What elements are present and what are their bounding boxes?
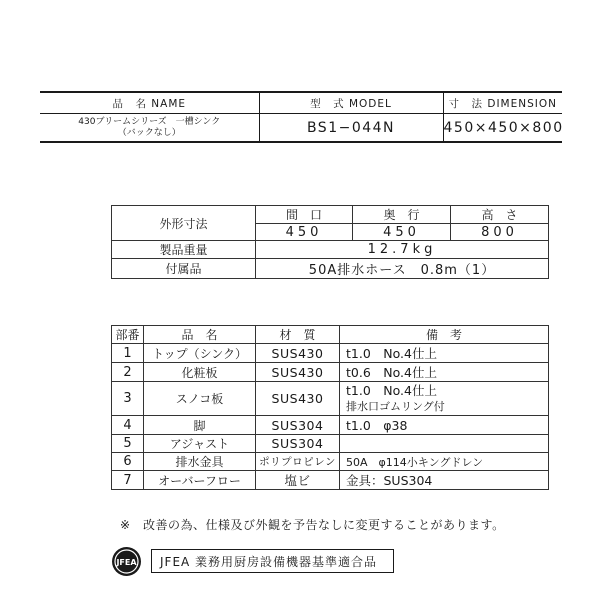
part-remarks: t0.6 No.4仕上: [340, 363, 549, 382]
part-material: SUS304: [256, 416, 340, 435]
depth-value: 450: [353, 224, 451, 241]
weight-label: 製品重量: [112, 241, 256, 259]
outer-dimension-label: 外形寸法: [112, 206, 256, 241]
part-name: 排水金具: [144, 453, 256, 471]
part-material: SUS430: [256, 344, 340, 363]
part-no: 5: [112, 435, 144, 453]
depth-header: 奥 行: [353, 206, 451, 224]
parts-table: [111, 325, 548, 490]
accessory-value: 50A排水ホース 0.8m（1）: [256, 259, 549, 279]
dimension-value: 450×450×800: [443, 114, 562, 143]
certification-label: JFEA 業務用厨房設備機器基準適合品: [151, 549, 394, 573]
part-material: SUS430: [256, 382, 340, 416]
table-row: [112, 344, 549, 363]
accessory-label: 付属品: [112, 259, 256, 279]
product-name-line1: 430ブリームシリーズ 一槽シンク: [78, 116, 221, 127]
part-name: トップ（シンク）: [144, 344, 256, 363]
part-remarks-line2: 排水口ゴムリング付: [346, 399, 445, 413]
product-name-line2: （バックなし）: [117, 127, 181, 138]
jfea-logo-text: JFEA: [116, 558, 137, 567]
part-name: オーバーフロー: [144, 471, 256, 490]
part-remarks: t1.0 No.4仕上: [346, 382, 437, 398]
part-material: 塩ビ: [256, 471, 340, 490]
part-name: アジャスト: [144, 435, 256, 453]
part-name: 化粧板: [144, 363, 256, 382]
part-remarks: 金具：SUS304: [340, 471, 549, 490]
part-no: 3: [112, 382, 144, 416]
material-header: 材 質: [256, 326, 340, 344]
dimension-column-header: 寸 法 DIMENSION: [443, 92, 562, 114]
product-header-table: [40, 91, 562, 143]
part-no-header: 部番: [112, 326, 144, 344]
remarks-header: 備 考: [340, 326, 549, 344]
table-row: [112, 435, 549, 453]
model-column-header: 型 式 MODEL: [259, 92, 443, 114]
part-material: SUS430: [256, 363, 340, 382]
part-no: 1: [112, 344, 144, 363]
part-material: ポリプロピレン: [256, 453, 340, 471]
height-header: 高 さ: [451, 206, 549, 224]
jfea-logo-icon: [111, 546, 142, 577]
table-row: [112, 471, 549, 490]
part-no: 7: [112, 471, 144, 490]
weight-value: 12.7kg: [256, 241, 549, 259]
product-name-cell: [40, 114, 259, 143]
spec-table: [111, 205, 548, 279]
part-name: スノコ板: [144, 382, 256, 416]
part-no: 6: [112, 453, 144, 471]
table-row: [112, 416, 549, 435]
part-no: 2: [112, 363, 144, 382]
part-name-header: 品 名: [144, 326, 256, 344]
disclaimer-note: ※ 改善の為、仕様及び外観を予告なしに変更することがあります。: [120, 518, 505, 532]
model-number: BS1−044N: [259, 114, 443, 143]
part-name: 脚: [144, 416, 256, 435]
height-value: 800: [451, 224, 549, 241]
part-remarks-cell: [340, 382, 549, 416]
part-remarks: 50A φ114小キングドレン: [340, 453, 549, 471]
table-row: [112, 382, 549, 416]
name-column-header: 品 名 NAME: [40, 92, 259, 114]
width-value: 450: [256, 224, 353, 241]
width-header: 間 口: [256, 206, 353, 224]
part-remarks: [340, 435, 549, 453]
part-no: 4: [112, 416, 144, 435]
part-remarks: t1.0 φ38: [340, 416, 549, 435]
part-material: SUS304: [256, 435, 340, 453]
part-remarks: t1.0 No.4仕上: [340, 344, 549, 363]
table-row: [112, 453, 549, 471]
table-row: [112, 363, 549, 382]
